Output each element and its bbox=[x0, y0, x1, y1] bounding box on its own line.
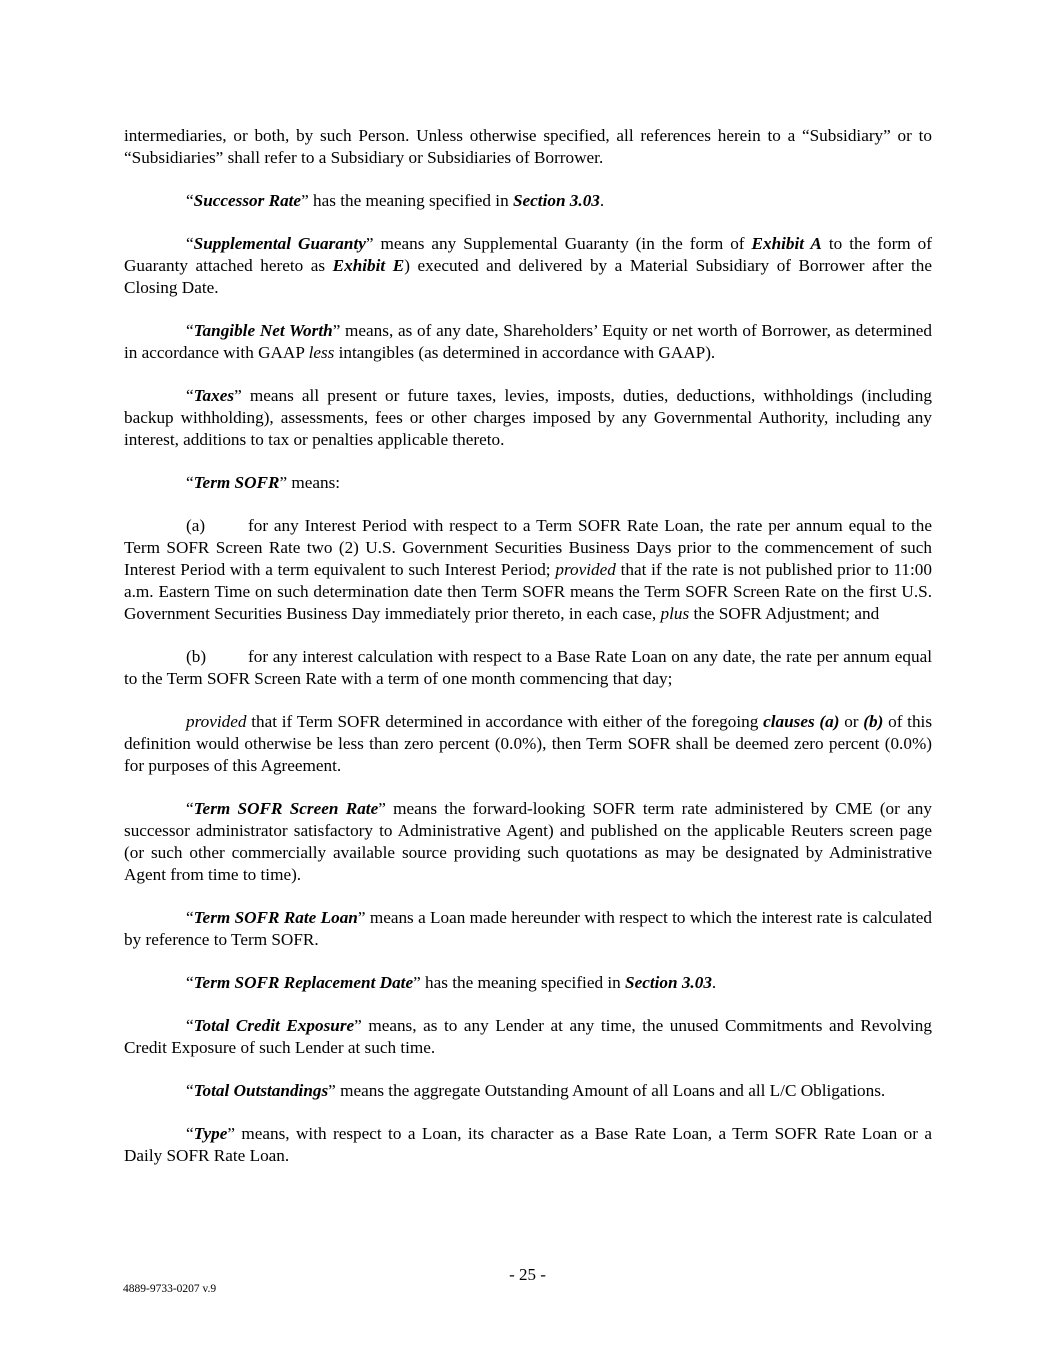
definition-term-sofr-rate-loan: “Term SOFR Rate Loan” means a Loan made hereunder with respect to which the interest rate is calculated by reference to Term SOFR. bbox=[124, 908, 932, 949]
page-number: - 25 - bbox=[509, 1265, 546, 1284]
clause-label: (a) bbox=[186, 516, 206, 535]
defined-term: Taxes bbox=[193, 386, 235, 405]
definition-term-sofr-screen-rate: “Term SOFR Screen Rate” means the forward-looking SOFR term rate administered by CME (or any successor administrator satisfactory to Administrative Agent) and published on the applicable Reuters screen page (or such other commercially available source providing such quotations as may be designated by Administrative Agent from time to time). bbox=[124, 799, 932, 884]
defined-term: Term SOFR Rate Loan bbox=[193, 908, 358, 927]
defined-term: Total Outstandings bbox=[193, 1081, 329, 1100]
definition-total-outstandings: “Total Outstandings” means the aggregate Outstanding Amount of all Loans and all L/C Obligations. bbox=[186, 1081, 886, 1100]
proviso-paragraph: provided that if Term SOFR determined in accordance with either of the foregoing clauses (a) or (b) of this definition would otherwise be less than zero percent (0.0%), then Term SOFR shall be deemed zero percent (0.0%) for purposes of this Agreement. bbox=[124, 712, 933, 775]
clause-reference: clauses (a) bbox=[763, 712, 840, 731]
clause-reference: (b) bbox=[863, 712, 884, 731]
definition-total-credit-exposure: “Total Credit Exposure” means, as to any Lender at any time, the unused Commitments and Revolving Credit Exposure of such Lender at such time. bbox=[124, 1016, 932, 1057]
defined-term: Tangible Net Worth bbox=[193, 321, 333, 340]
definition-successor-rate: “Successor Rate” has the meaning specified in Section 3.03. bbox=[186, 191, 605, 210]
defined-term: Successor Rate bbox=[193, 191, 302, 210]
defined-term: Term SOFR Replacement Date bbox=[193, 973, 414, 992]
clause-b: (b) for any interest calculation with respect to a Base Rate Loan on any date, the rate per annum equal to the Term SOFR Screen Rate with a term of one month commencing that day; bbox=[124, 647, 932, 688]
definition-term-sofr-replacement-date: “Term SOFR Replacement Date” has the meaning specified in Section 3.03. bbox=[186, 973, 717, 992]
clause-a: (a) for any Interest Period with respect to a Term SOFR Rate Loan, the rate per annum equal to the Term SOFR Screen Rate two (2) U.S. Government Securities Business Days prior to the commencement of such Interest Period with a term equivalent to such Interest Period; provided that if the rate is not published prior to 11:00 a.m. Eastern Time on such determination date then Term SOFR means the Term SOFR Screen Rate on the first U.S. Government Securities Business Day immediately prior thereto, in each case, plus the SOFR Adjustment; and bbox=[124, 516, 932, 623]
clause-label: (b) bbox=[186, 647, 207, 666]
defined-term: Term SOFR bbox=[193, 473, 280, 492]
document-id: 4889-9733-0207 v.9 bbox=[123, 1283, 217, 1295]
section-reference: Section 3.03 bbox=[512, 191, 600, 210]
exhibit-reference: Exhibit E bbox=[332, 256, 405, 275]
section-reference: Section 3.03 bbox=[625, 973, 712, 992]
definition-taxes: “Taxes” means all present or future taxes, levies, imposts, duties, deductions, withholdings (including backup withholding), assessments, fees or other charges imposed by any Governmental Authority, including any interest, additions to tax or penalties applicable thereto. bbox=[124, 386, 932, 449]
defined-term: Total Credit Exposure bbox=[193, 1016, 355, 1035]
definition-supplemental-guaranty: “Supplemental Guaranty” means any Supplemental Guaranty (in the form of Exhibit A to the form of Guaranty attached hereto as Exhibit E) executed and delivered by a Material Subsidiary of Borrower after the Closing Date. bbox=[124, 234, 932, 297]
document-body bbox=[124, 125, 932, 1188]
exhibit-reference: Exhibit A bbox=[751, 234, 822, 253]
defined-term: Type bbox=[193, 1124, 228, 1143]
defined-term: Supplemental Guaranty bbox=[193, 234, 366, 253]
defined-term: Term SOFR Screen Rate bbox=[193, 799, 379, 818]
definition-type: “Type” means, with respect to a Loan, its character as a Base Rate Loan, a Term SOFR Rate Loan or a Daily SOFR Rate Loan. bbox=[124, 1124, 932, 1165]
intro-paragraph: intermediaries, or both, by such Person. Unless otherwise specified, all references herein to a “Subsidiary” or to “Subsidiaries” shall refer to a Subsidiary or Subsidiaries of Borrower. bbox=[124, 126, 932, 167]
definition-term-sofr: “Term SOFR” means: bbox=[186, 473, 341, 492]
definition-tangible-net-worth: “Tangible Net Worth” means, as of any date, Shareholders’ Equity or net worth of Borrower, as determined in accordance with GAAP less intangibles (as determined in accordance with GAAP). bbox=[124, 321, 933, 362]
